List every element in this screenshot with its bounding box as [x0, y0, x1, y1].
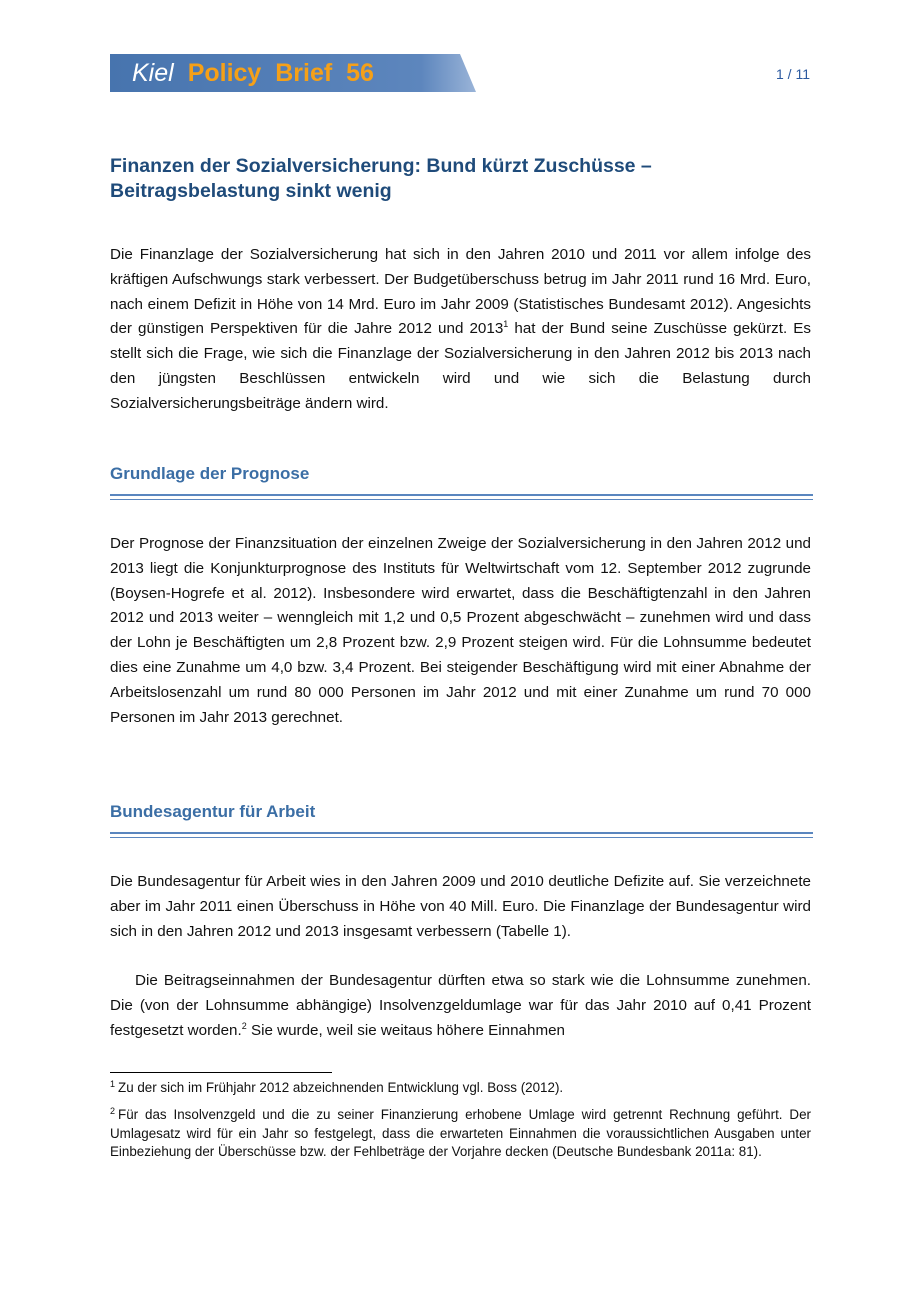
- section2-paragraph-2: [110, 969, 811, 1043]
- section-rule: [110, 832, 813, 838]
- footnote-separator: [110, 1072, 332, 1073]
- section-heading: Bundesagentur für Arbeit: [110, 802, 316, 821]
- banner-policy-brief: Policy Brief 56: [187, 59, 374, 87]
- section-bundesagentur: [110, 801, 813, 838]
- section2-text-1: Die Beitragseinnahmen der Bundesagentur dürften etwa so stark wie die Lohnsumme zunehmen. Die (von der Lohnsumme abhängige) Insolvenzgeldumlage war für das Jahr 2010 auf 0,41 Prozent festgesetzt worden.: [110, 972, 811, 1039]
- footnote-mark: 1: [110, 1079, 116, 1089]
- section1-paragraph: Der Prognose der Finanzsituation der einzelnen Zweige der Sozialversicherung in den Jahren 2012 und 2013 liegt die Konjunkturprognose des Instituts für Weltwirtschaft vom 12. September 2012 zugrunde (Boysen-Hogrefe et al. 2012). Insbesondere wird erwartet, dass die Beschäftigtenzahl in den Jahren 2012 und 2013 weiter – wenngleich mit 1,2 und 0,5 Prozent abgeschwächt – zunehmen wird und dass der Lohn je Beschäftigten um 2,8 Prozent bzw. 2,9 Prozent steigen wird. Für die Lohnsumme bedeutet dies eine Zunahme um 4,0 bzw. 3,4 Prozent. Bei steigender Beschäftigung wird mit einer Abnahme der Arbeitslosenzahl um rund 80 000 Personen im Jahr 2012 und mit einer Zunahme um rund 70 000 Personen im Jahr 2013 gerechnet.: [110, 535, 811, 726]
- section-grundlage: [110, 463, 813, 500]
- section2-text-2: Sie wurde, weil sie weitaus höhere Einnahmen: [246, 1021, 565, 1039]
- footnote-text: Zu der sich im Frühjahr 2012 abzeichnenden Entwicklung vgl. Boss (2012).: [118, 1080, 564, 1095]
- footnote-ref-2: 2: [241, 1020, 247, 1031]
- footnote-mark: 2: [110, 1106, 116, 1116]
- section-rule: [110, 494, 813, 500]
- intro-paragraph: [110, 243, 811, 417]
- banner-title: [132, 58, 374, 88]
- footnote-text: Für das Insolvenzgeld und die zu seiner Finanzierung erhobene Umlage wird getrennt Rechnung geführt. Der Umlagesatz wird für ein Jahr so festgelegt, dass die erwarteten Einnahmen die voraussichtlichen Ausgaben unter Einbeziehung der Überschüsse bzw. der Fehlbeträge der Vorjahre decken (Deutsche Bundesbank 2011a: 81).: [110, 1107, 811, 1159]
- section-heading: Grundlage der Prognose: [110, 464, 310, 483]
- banner-kiel: Kiel: [132, 59, 174, 87]
- footnote-2: [110, 1106, 811, 1162]
- footnote-ref-1: 1: [503, 319, 509, 330]
- header-banner: [110, 54, 476, 92]
- intro-text-2: hat der Bund seine Zuschüsse gekürzt. Es stellt sich die Frage, wie sich die Finanzlage der Sozialversicherung in den Jahren 2012 bis 2013 nach den jüngsten Beschlüssen entwickeln wird und wie sich die Belastung durch Sozialversicherungsbeiträge ändern wird.: [110, 320, 811, 412]
- section2-paragraph-1: Die Bundesagentur für Arbeit wies in den Jahren 2009 und 2010 deutliche Defizite auf. Sie verzeichnete aber im Jahr 2011 einen Überschuss in Höhe von 40 Mill. Euro. Die Finanzlage der Bundesagentur wird sich in den Jahren 2012 und 2013 insgesamt verbessern (Tabelle 1).: [110, 873, 811, 940]
- page-number: 1 / 11: [776, 66, 810, 82]
- footnote-1: [110, 1079, 811, 1098]
- intro-text-1: Die Finanzlage der Sozialversicherung hat sich in den Jahren 2010 und 2011 vor allem infolge des kräftigen Aufschwungs stark verbessert. Der Budgetüberschuss betrug im Jahr 2011 rund 16 Mrd. Euro, nach einem Defizit in Höhe von 14 Mrd. Euro im Jahr 2009 (Statistisches Bundesamt 2012). Angesichts der günstigen Perspektiven für die Jahre 2012 und 2013: [110, 246, 811, 338]
- document-title: Finanzen der Sozialversicherung: Bund kürzt Zuschüsse – Beitragsbelastung sinkt wenig: [110, 155, 652, 202]
